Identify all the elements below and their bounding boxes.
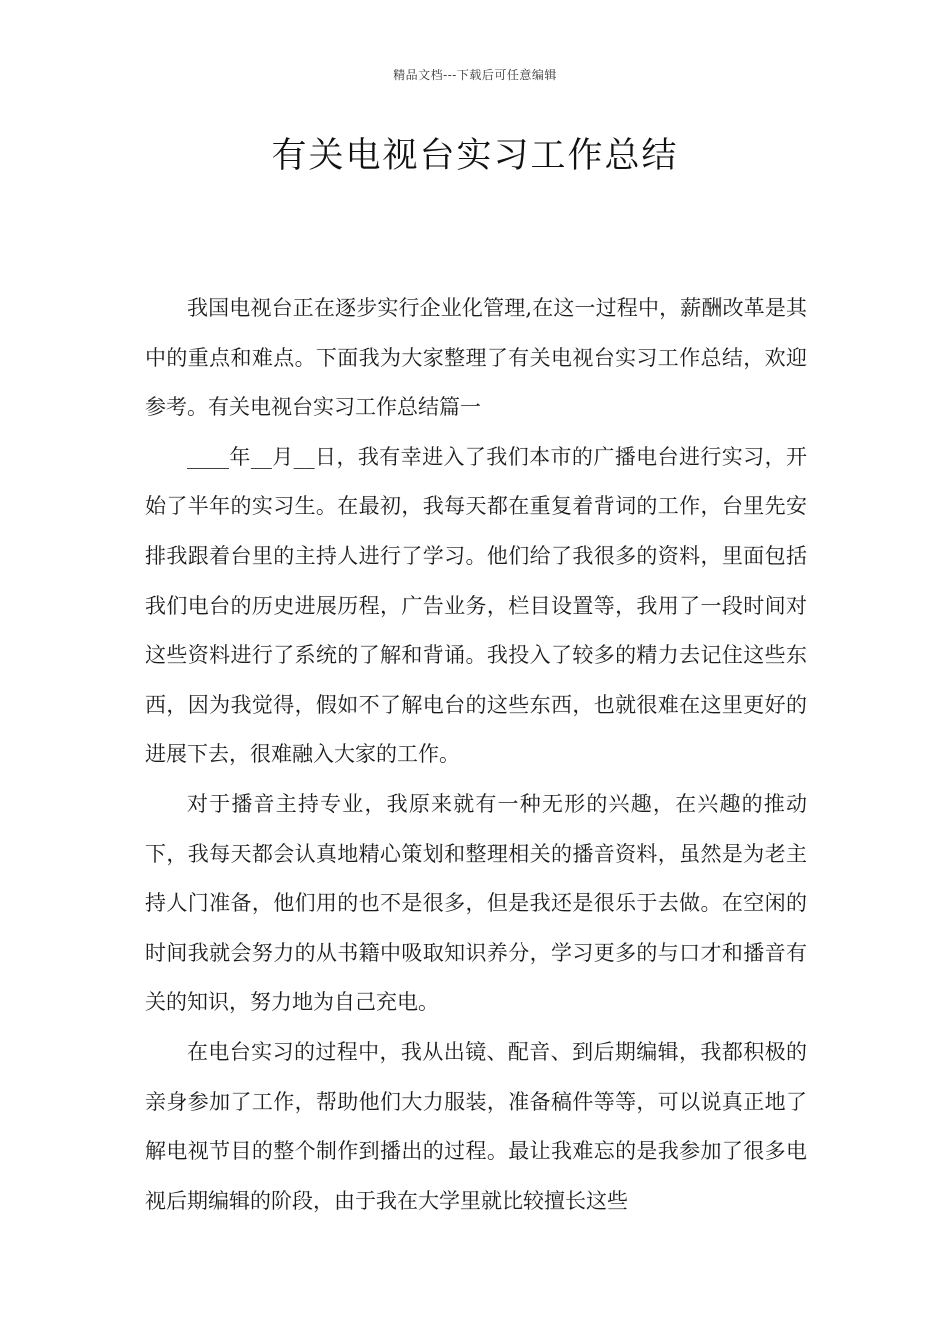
page-title: 有关电视台实习工作总结	[271, 136, 679, 176]
paragraph: 我国电视台正在逐步实行企业化管理,在这一过程中，薪酬改革是其中的重点和难点。下面我为大家整理了有关电视台实习工作总结，欢迎参考。有关电视台实习工作总结篇一	[145, 296, 807, 420]
document-body	[145, 284, 807, 1226]
paragraph: 对于播音主持专业，我原来就有一种无形的兴趣，在兴趣的推动下，我每天都会认真地精心策划和整理相关的播音资料，虽然是为老主持人门准备，他们用的也不是很多，但是我还是很乐于去做。在空闲的时间我就会努力的从书籍中吸取知识养分，学习更多的与口才和播音有关的知识，努力地为自己充电。	[145, 791, 807, 1015]
header-note: 精品文档---下载后可任意编辑	[393, 68, 557, 82]
paragraph: ____年__月__日，我有幸进入了我们本市的广播电台进行实习，开始了半年的实习生。在最初，我每天都在重复着背词的工作，台里先安排我跟着台里的主持人进行了学习。他们给了我很多的资料，里面包括我们电台的历史进展历程，广告业务，栏目设置等，我用了一段时间对这些资料进行了系统的了解和背诵。我投入了较多的精力去记住这些东西，因为我觉得，假如不了解电台的这些东西，也就很难在这里更好的进展下去，很难融入大家的工作。	[145, 444, 807, 767]
paragraph: 在电台实习的过程中，我从出镜、配音、到后期编辑，我都积极的亲身参加了工作，帮助他们大力服装，准备稿件等等，可以说真正地了解电视节目的整个制作到播出的过程。最让我难忘的是我参加了很多电视后期编辑的阶段，由于我在大学里就比较擅长这些	[145, 1039, 807, 1213]
